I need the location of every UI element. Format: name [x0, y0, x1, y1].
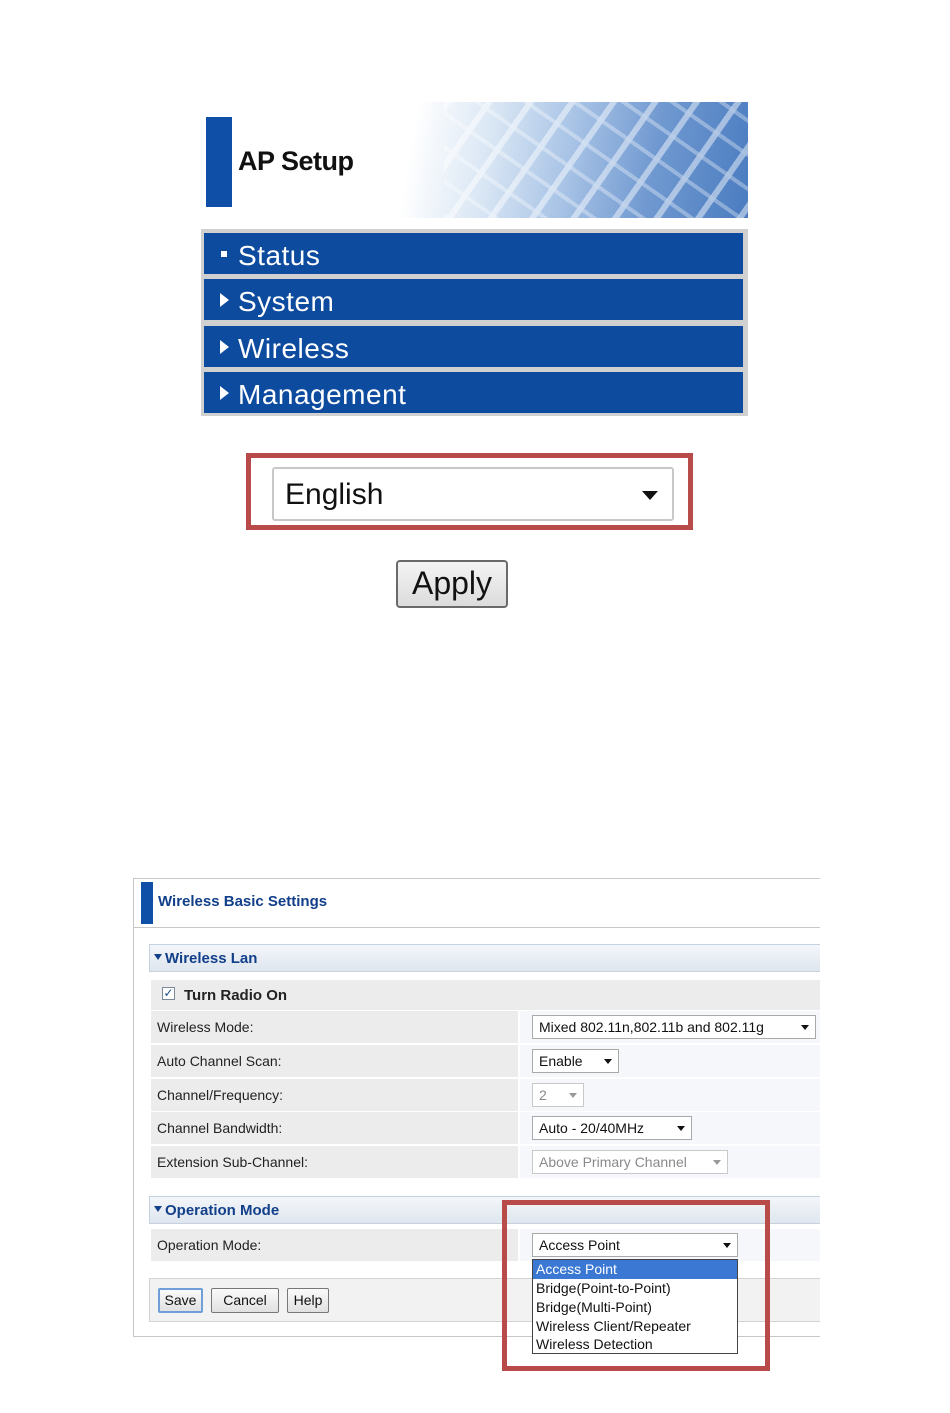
operation-mode-highlight-box [502, 1200, 770, 1371]
field-label: Channel Bandwidth: [157, 1120, 283, 1136]
dropdown-option-bridge-point-to-point[interactable]: Bridge(Point-to-Point) [536, 1280, 671, 1296]
collapse-triangle-icon [154, 1206, 162, 1212]
banner-accent-bar [206, 117, 232, 207]
auto-channel-scan-select[interactable] [532, 1049, 619, 1073]
select-value: Mixed 802.11n,802.11b and 802.11g [539, 1019, 764, 1035]
field-label-cell [151, 1045, 518, 1077]
select-value: Auto - 20/40MHz [539, 1120, 645, 1136]
menu-item-wireless[interactable] [204, 326, 743, 367]
arrow-right-icon [220, 293, 229, 307]
chevron-down-icon [642, 491, 658, 500]
select-value: 2 [539, 1087, 547, 1103]
menu-item-status[interactable] [204, 233, 743, 274]
chevron-down-icon [569, 1093, 577, 1098]
chevron-down-icon [713, 1160, 721, 1165]
field-label: Auto Channel Scan: [157, 1053, 282, 1069]
chevron-down-icon [801, 1025, 809, 1030]
ap-setup-banner [204, 102, 748, 218]
field-row-channel-bandwidth [151, 1112, 820, 1144]
field-label-cell [151, 1112, 518, 1144]
select-value: Access Point [539, 1237, 620, 1253]
dropdown-option-bridge-multi-point[interactable]: Bridge(Multi-Point) [536, 1299, 652, 1315]
language-select[interactable] [272, 467, 674, 521]
field-label-cell [151, 1146, 518, 1178]
channel-frequency-select[interactable] [532, 1083, 584, 1107]
save-button[interactable]: Save [158, 1288, 203, 1313]
square-bullet-icon [221, 251, 227, 257]
ap-setup-title: AP Setup [238, 146, 354, 176]
chevron-down-icon [604, 1059, 612, 1064]
menu-item-label: Status [238, 240, 321, 271]
arrow-right-icon [220, 340, 229, 354]
cancel-button[interactable]: Cancel [211, 1288, 279, 1313]
dropdown-option-wireless-detection[interactable]: Wireless Detection [536, 1336, 653, 1352]
chevron-down-icon [677, 1126, 685, 1131]
turn-radio-on-label: Turn Radio On [184, 987, 288, 1004]
main-menu [201, 229, 748, 416]
collapse-triangle-icon [154, 954, 162, 960]
field-label: Extension Sub-Channel: [157, 1154, 308, 1170]
menu-item-label: System [238, 286, 335, 317]
panel-accent-bar [141, 882, 153, 924]
panel-title: Wireless Basic Settings [158, 893, 328, 910]
field-label-cell [151, 1079, 518, 1111]
menu-item-label: Wireless [238, 333, 350, 364]
field-row-channel-frequency [151, 1079, 820, 1111]
field-label: Operation Mode: [157, 1237, 262, 1253]
field-label: Wireless Mode: [157, 1019, 254, 1035]
field-label-cell [151, 1229, 518, 1261]
section-label: Wireless Lan [165, 950, 258, 967]
menu-item-label: Management [238, 379, 407, 410]
field-label: Channel/Frequency: [157, 1087, 284, 1103]
wireless-mode-select[interactable] [532, 1015, 816, 1039]
language-select-value: English [285, 478, 384, 511]
select-value: Enable [539, 1053, 583, 1069]
section-label: Operation Mode [165, 1202, 280, 1219]
field-row-auto-channel-scan [151, 1045, 820, 1077]
section-header-wireless-lan[interactable] [149, 944, 820, 972]
dropdown-option-access-point[interactable]: Access Point [533, 1260, 737, 1279]
divider [134, 927, 820, 928]
dropdown-option-wireless-client-repeater[interactable]: Wireless Client/Repeater [536, 1318, 691, 1334]
menu-item-management[interactable] [204, 372, 743, 413]
help-button[interactable]: Help [287, 1288, 329, 1313]
apply-button[interactable]: Apply [396, 560, 508, 608]
channel-bandwidth-select[interactable] [532, 1116, 692, 1140]
arrow-right-icon [220, 386, 229, 400]
menu-item-system[interactable] [204, 279, 743, 320]
field-label-cell [151, 1011, 518, 1043]
select-value: Above Primary Channel [539, 1154, 687, 1170]
keyboard-banner-image [444, 102, 748, 218]
extension-sub-channel-select[interactable] [532, 1150, 728, 1174]
turn-radio-on-checkbox[interactable]: ✓ [163, 986, 174, 1000]
